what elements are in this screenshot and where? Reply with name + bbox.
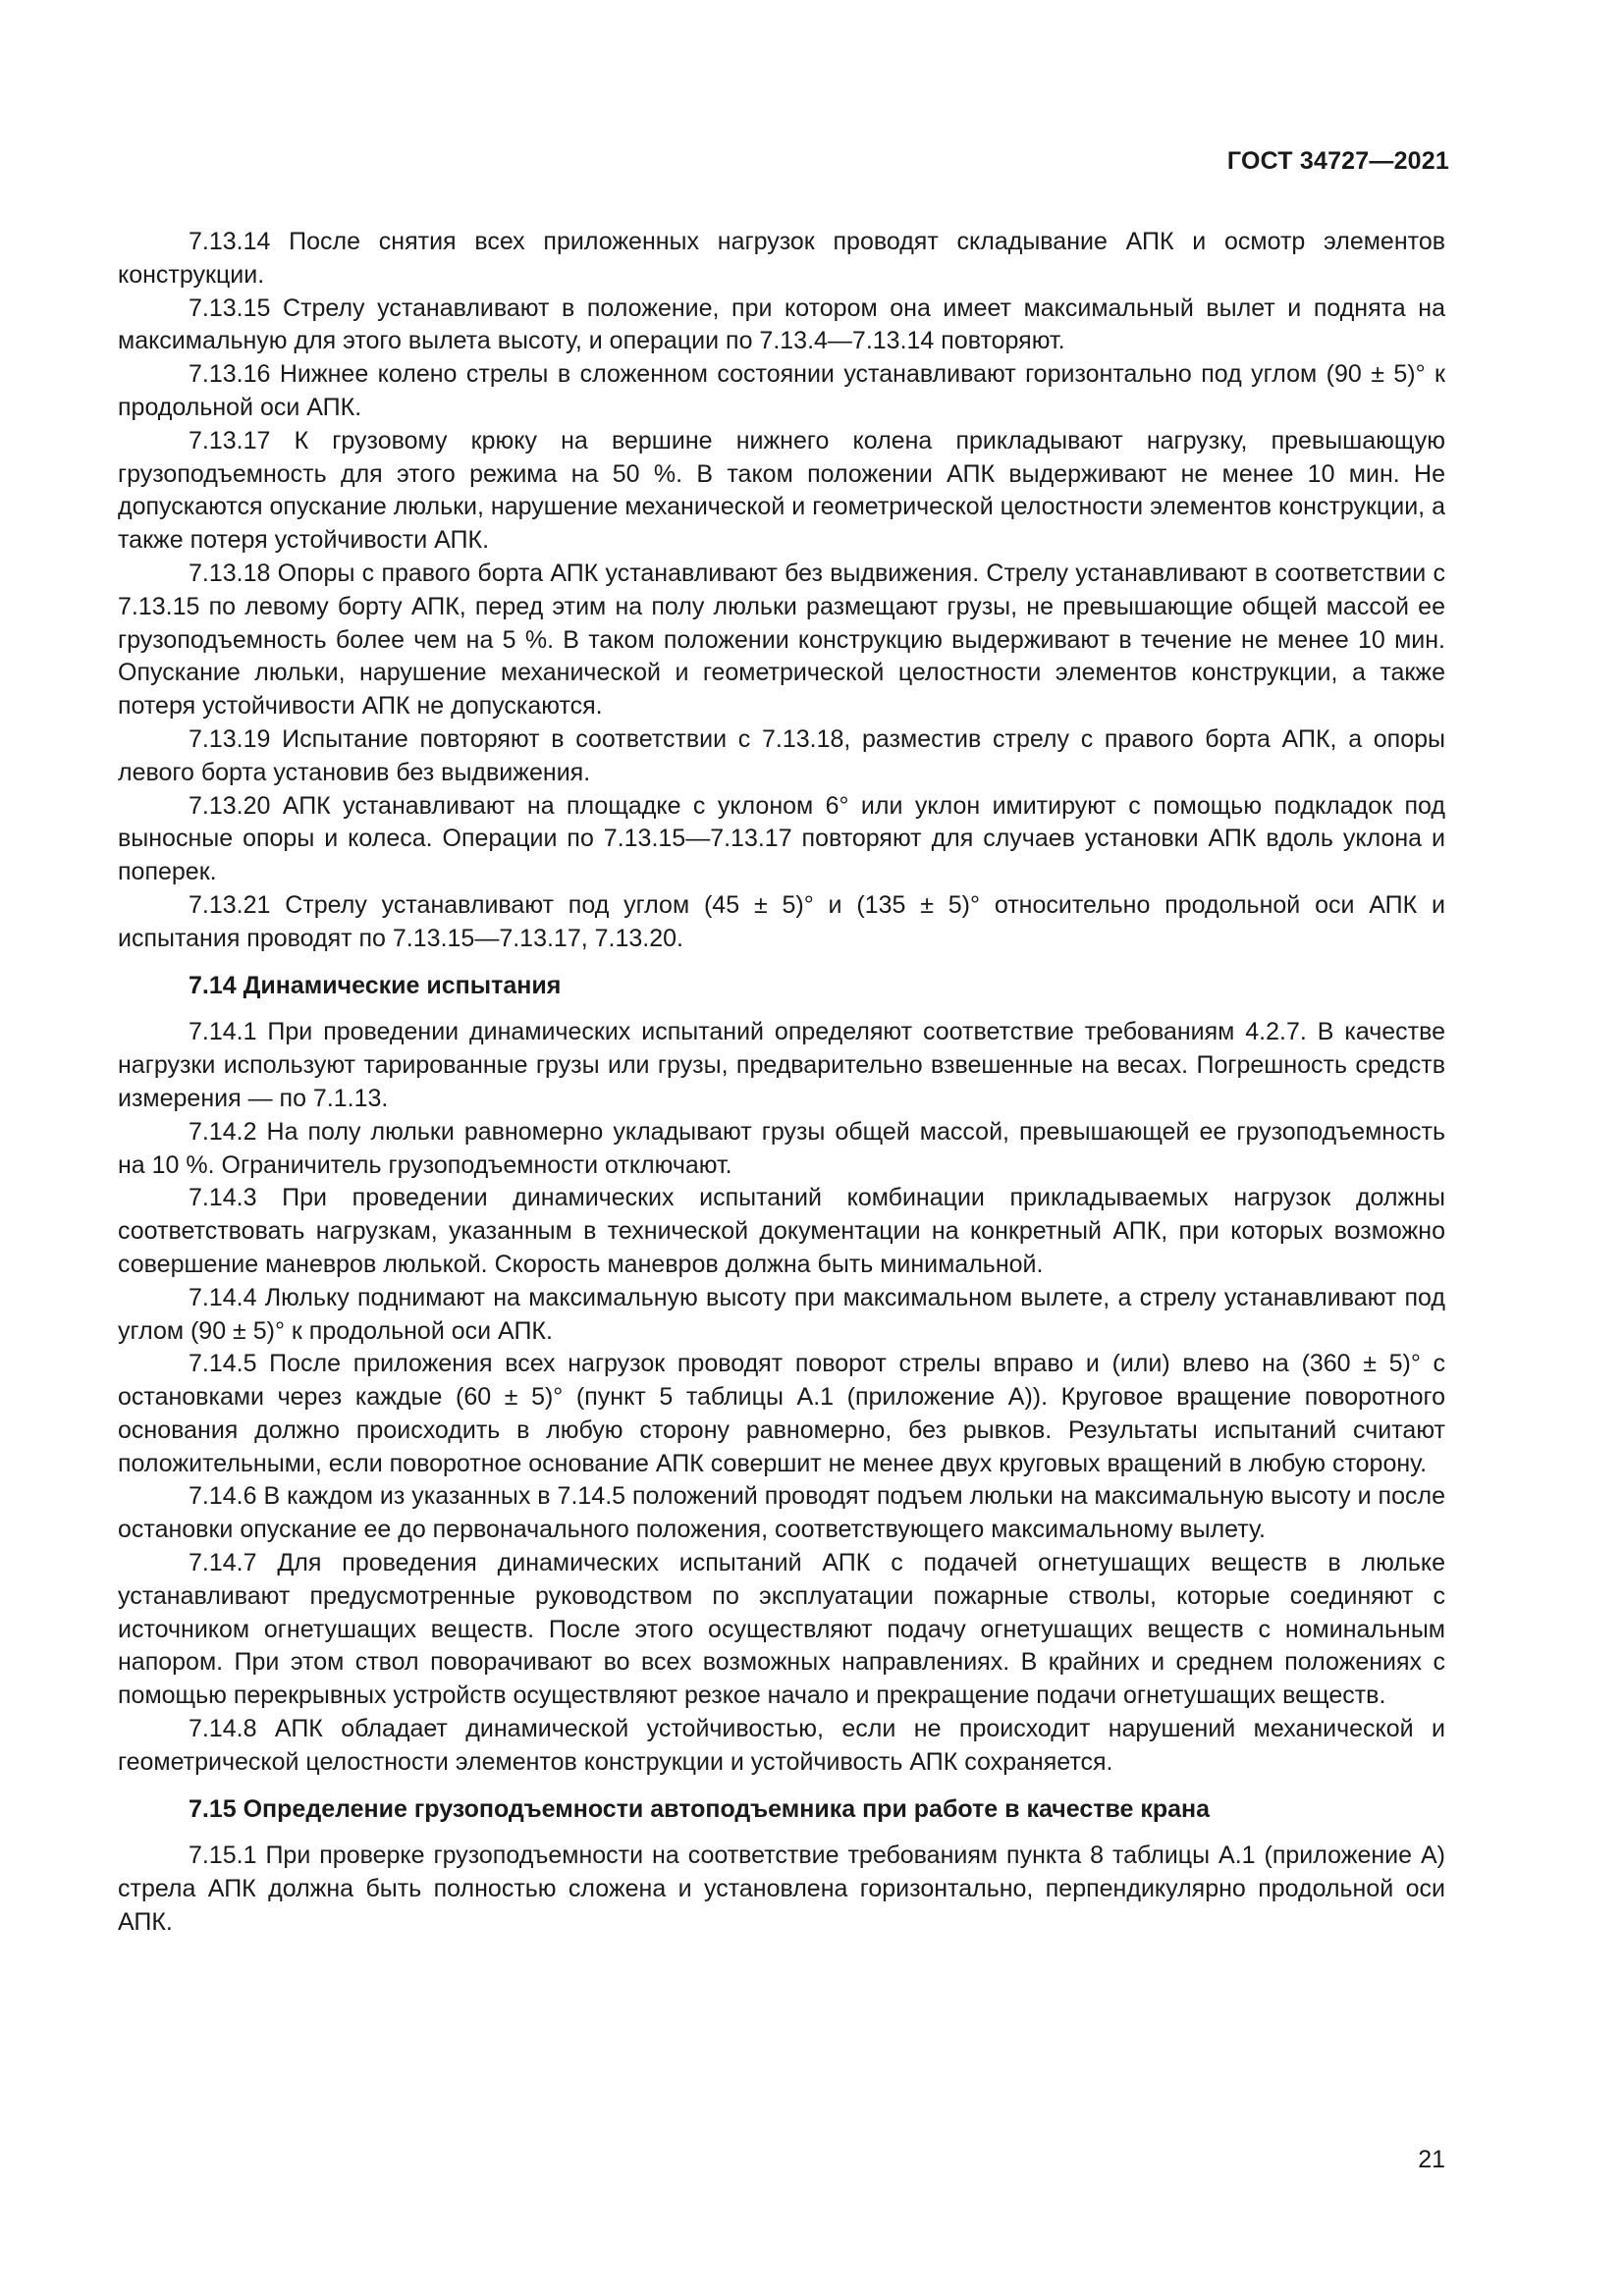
paragraph: 7.14.6 В каждом из указанных в 7.14.5 положений проводят подъем люльки на максимальную высоту и после остановки опускание ее до первоначального положения, соответствующего максимальному вылету. — [118, 1482, 1445, 1544]
paragraph: 7.13.21 Стрелу устанавливают под углом (45 ± 5)° и (135 ± 5)° относительно продольной оси АПК и испытания проводят по 7.13.15—7.13.17, 7.13.20. — [118, 890, 1445, 952]
paragraph: 7.13.18 Опоры с правого борта АПК устанавливают без выдвижения. Стрелу устанавливают в соответствии с 7.13.15 по левому борту АПК, перед этим на полу люльки размещают грузы, не превышающие общей массой ее грузоподъемность более чем на 5 %. В таком положении конструкцию выдерживают в течение не менее 10 мин. Опускание люльки, нарушение механической и геометрической целостности элементов конструкции, а также потеря устойчивости АПК не допускаются. — [118, 559, 1445, 721]
paragraph: 7.13.16 Нижнее колено стрелы в сложенном состоянии устанавливают горизонтально под углом (90 ± 5)° к продольной оси АПК. — [118, 360, 1445, 421]
paragraph: 7.13.19 Испытание повторяют в соответствии с 7.13.18, разместив стрелу с правого борта АПК, а опоры левого борта установив без выдвижения. — [118, 724, 1445, 786]
paragraph: 7.14.4 Люльку поднимают на максимальную высоту при максимальном вылете, а стрелу устанавливают под углом (90 ± 5)° к продольной оси АПК. — [118, 1283, 1445, 1345]
document-code-header: ГОСТ 34727—2021 — [1226, 147, 1449, 175]
paragraph: 7.13.17 К грузовому крюку на вершине нижнего колена прикладывают нагрузку, превышающую грузоподъемность для этого режима на 50 %. В таком положении АПК выдерживают не менее 10 мин. Не допускаются опускание люльки, нарушение механической и геометрической целостности элементов конструкции, а также потеря устойчивости АПК. — [118, 426, 1445, 555]
paragraph: 7.15.1 При проверке грузоподъемности на соответствие требованиям пункта 8 таблицы А.1 (приложение А) стрела АПК должна быть полностью сложена и установлена горизонтально, перпендикулярно продольной оси АПК. — [118, 1842, 1445, 1937]
section-heading: 7.14 Динамические испытания — [189, 971, 562, 999]
paragraph: 7.14.5 После приложения всех нагрузок проводят поворот стрелы вправо и (или) влево на (360 ± 5)° с остановками через каждые (60 ± 5)° (пункт 5 таблицы А.1 (приложение А)). Круговое вращение поворотного основания должно происходить в любую сторону равномерно, без рывков. Результаты испытаний считают положительными, если поворотное основание АПК совершит не менее двух круговых вращений в любую сторону. — [118, 1350, 1445, 1477]
paragraph: 7.14.3 При проведении динамических испытаний комбинации прикладываемых нагрузок должны соответствовать нагрузкам, указанным в технической документации на конкретный АПК, при которых возможно совершение маневров люлькой. Скорость маневров должна быть минимальной. — [118, 1184, 1445, 1278]
section-heading: 7.15 Определение грузоподъемности автоподъемника при работе в качестве крана — [189, 1794, 1211, 1823]
paragraph: 7.13.14 После снятия всех приложенных нагрузок проводят складывание АПК и осмотр элементов конструкции. — [118, 228, 1445, 289]
page-number: 21 — [1418, 2146, 1445, 2173]
paragraph: 7.14.8 АПК обладает динамической устойчивостью, если не происходит нарушений механической и геометрической целостности элементов конструкции и устойчивость АПК сохраняется. — [118, 1715, 1445, 1776]
paragraph: 7.14.2 На полу люльки равномерно укладывают грузы общей массой, превышающей ее грузоподъемность на 10 %. Ограничитель грузоподъемности отключают. — [118, 1117, 1445, 1179]
paragraph: 7.14.7 Для проведения динамических испытаний АПК с подачей огнетушащих веществ в люльке устанавливают предусмотренные руководством по эксплуатации пожарные стволы, которые соединяют с источником огнетушащих веществ. После этого осуществляют подачу огнетушащих веществ с номинальным напором. При этом ствол поворачивают во всех возможных направлениях. В крайних и среднем положениях с помощью перекрывных устройств осуществляют резкое начало и прекращение подачи огнетушащих веществ. — [118, 1549, 1445, 1710]
paragraph: 7.13.20 АПК устанавливают на площадке с уклоном 6° или уклон имитируют с помощью подкладок под выносные опоры и колеса. Операции по 7.13.15—7.13.17 повторяют для случаев установки АПК вдоль уклона и поперек. — [118, 791, 1445, 886]
paragraph: 7.14.1 При проведении динамических испытаний определяют соответствие требованиям 4.2.7. В качестве нагрузки используют тарированные грузы или грузы, предварительно взвешенные на весах. Погрешность средств измерения — по 7.1.13. — [118, 1018, 1445, 1112]
paragraph: 7.13.15 Стрелу устанавливают в положение, при котором она имеет максимальный вылет и поднята на максимальную для этого вылета высоту, и операции по 7.13.4—7.13.14 повторяют. — [118, 294, 1445, 355]
page-body — [118, 226, 1445, 1940]
